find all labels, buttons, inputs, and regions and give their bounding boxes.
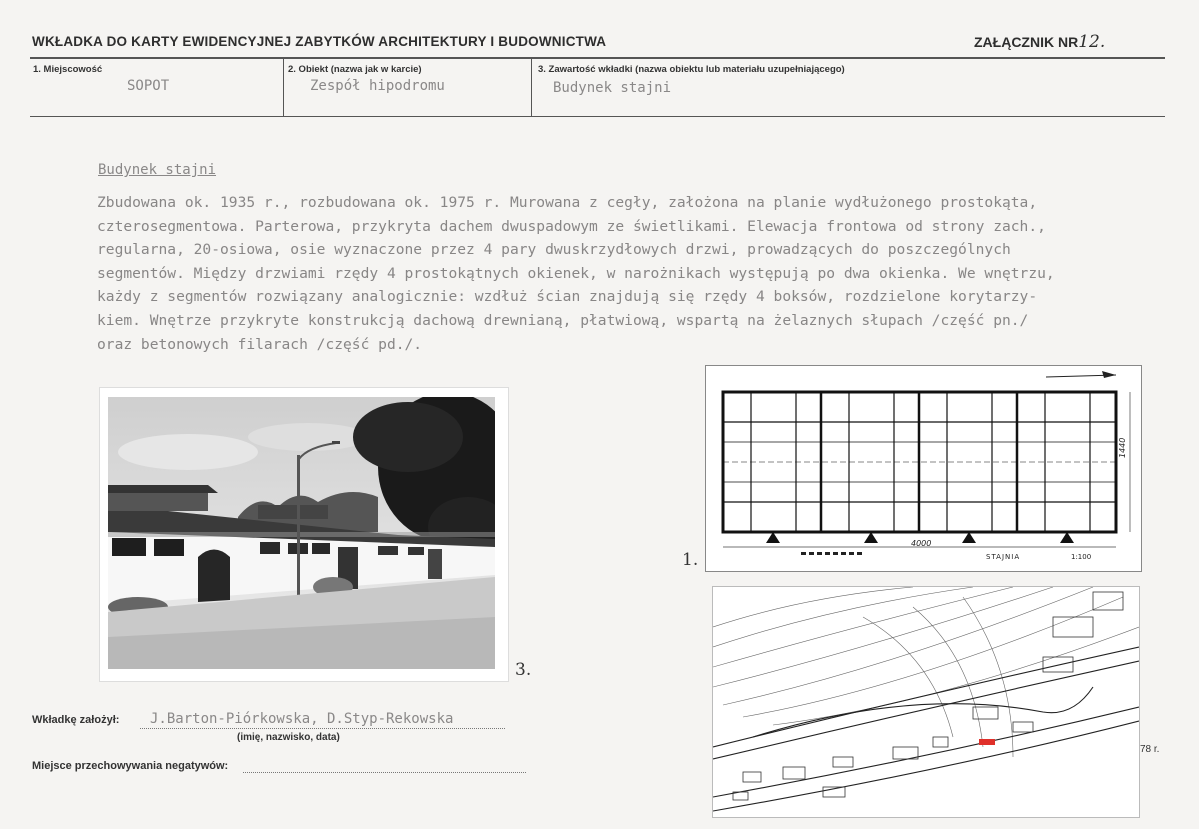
plan-caption: STAJNIA: [986, 553, 1021, 561]
negatives-line: [243, 772, 526, 773]
author-value: J.Barton-Piórkowska, D.Styp-Rekowska: [150, 711, 454, 727]
stable-location-marker: [979, 739, 995, 745]
description-line: Zbudowana ok. 1935 r., rozbudowana ok. 1975 r. Murowana z cegły, założona na planie wydłużonego prostokąta,: [97, 194, 1038, 211]
photo-number: 3.: [515, 660, 532, 680]
description-line: segmentów. Między drzwiami rzędy 4 prostokątnych okienek, w narożnikach występują po dwa okienka. We wnętrzu,: [97, 264, 1055, 282]
field-label-object: 2. Obiekt (nazwa jak w karcie): [288, 64, 422, 75]
site-map: [712, 586, 1140, 818]
field-label-content: 3. Zawartość wkładki (nazwa obiektu lub materiału uzupełniającego): [538, 64, 845, 75]
author-label: Wkładkę założył:: [32, 714, 120, 726]
field-value-content: Budynek stajni: [553, 80, 672, 96]
card-title: WKŁADKA DO KARTY EWIDENCYJNEJ ZABYTKÓW ARCHITEKTURY I BUDOWNICTWA: [32, 34, 607, 49]
header-rule: [30, 57, 1165, 59]
description-line: oraz betonowych filarach /część pd./.: [97, 335, 423, 353]
floor-plan: [705, 365, 1142, 572]
description-line: regularna, 20-osiowa, osie wyznaczone przez 4 pary dwuskrzydłowych drzwi, prowadzących do poszczególnych: [97, 241, 1011, 259]
description-line: kiem. Wnętrze przykryte konstrukcją dachową drewnianą, płatwiową, wspartą na żelaznych słupach /część pn./: [97, 311, 1029, 329]
field-label-locality: 1. Miejscowość: [33, 64, 103, 75]
annex-label: [974, 32, 1105, 52]
annex-label-text: ZAŁĄCZNIK NR: [974, 34, 1079, 50]
author-line: [140, 728, 505, 729]
field-divider-1: [283, 59, 284, 116]
description-paragraph: [97, 191, 1179, 356]
author-sublabel: (imię, nazwisko, data): [237, 732, 340, 743]
field-divider-2: [531, 59, 532, 116]
fields-bottom-rule: [30, 116, 1165, 117]
stable-photograph: [108, 397, 495, 669]
plan-dimension-length: 4000: [911, 539, 932, 548]
plan-scale: 1:100: [1071, 553, 1092, 561]
plan-number: 1.: [682, 550, 699, 570]
description-line: każdy z segmentów rozwiązany analogicznie: wzdłuż ścian znajdują się rzędy 4 boksów, rozdzielone korytarzy-: [97, 288, 1038, 306]
plan-dimension-width: 1440: [1118, 437, 1127, 458]
description-line: czterosegmentowa. Parterowa, przykryta dachem dwuspadowym ze świetlikami. Elewacja frontowa od strony zach.,: [97, 217, 1046, 235]
field-value-object: Zespół hipodromu: [310, 78, 445, 94]
negatives-label: Miejsce przechowywania negatywów:: [32, 760, 229, 772]
annex-number: 12.: [1078, 32, 1106, 52]
section-heading: Budynek stajni: [98, 162, 217, 178]
map-year-fragment: 78 r.: [1140, 744, 1160, 755]
field-value-locality: SOPOT: [127, 78, 170, 94]
